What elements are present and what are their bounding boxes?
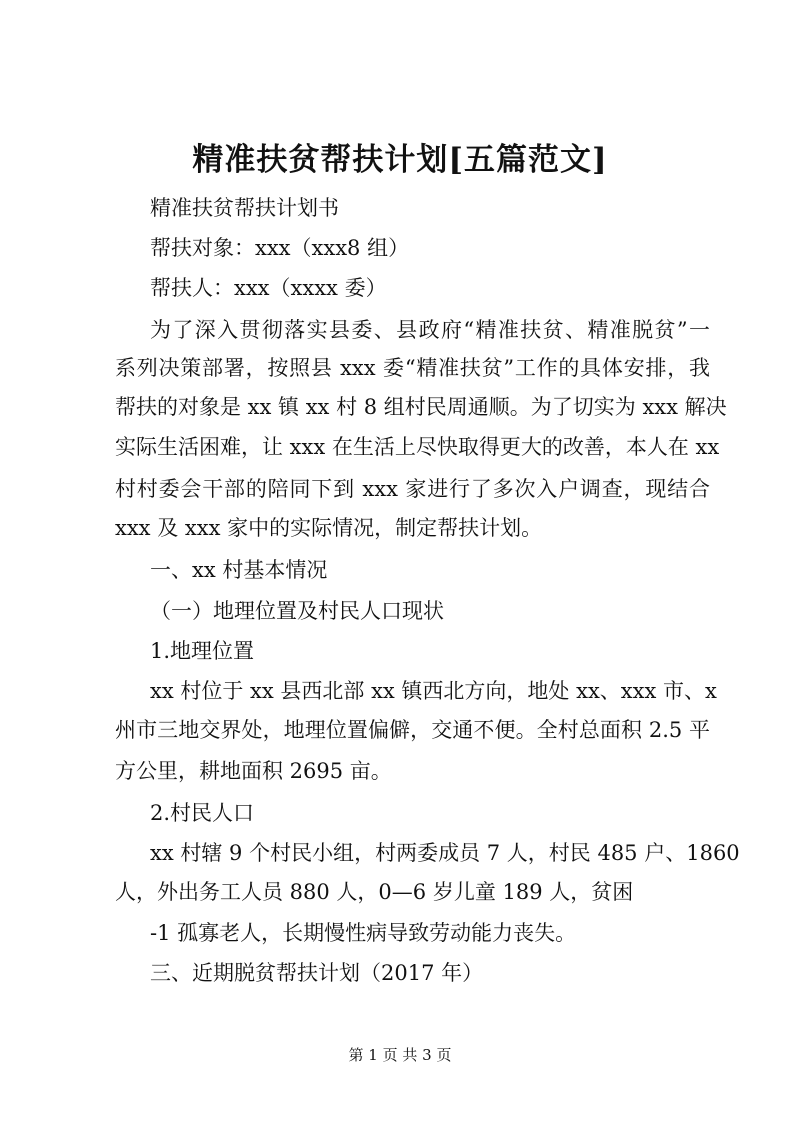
section-heading: 一、xx 村基本情况 — [150, 558, 328, 582]
paragraph-line: -1 孤寡老人，长期慢性病导致劳动能力丧失。 — [150, 921, 577, 945]
item-heading: 2.村民人口 — [150, 801, 255, 825]
paragraph-line: xx 村辖 9 个村民小组，村两委成员 7 人，村民 485 户、1860 — [150, 841, 740, 865]
paragraph-line: 系列决策部署，按照县 xxx 委“精准扶贫”工作的具体安排，我 — [115, 356, 710, 380]
recipient-line: 帮扶对象：xxx（xxx8 组） — [150, 236, 410, 260]
paragraph-line: 州市三地交界处，地理位置偏僻，交通不便。全村总面积 2.5 平 — [115, 718, 710, 742]
paragraph-line: 人，外出务工人员 880 人，0—6 岁儿童 189 人，贫困 — [115, 880, 634, 904]
subtitle-line: 精准扶贫帮扶计划书 — [150, 196, 339, 220]
helper-line: 帮扶人：xxx（xxxx 委） — [150, 276, 387, 300]
document-title: 精准扶贫帮扶计划[五篇范文] — [192, 142, 608, 178]
paragraph-line: 帮扶的对象是 xx 镇 xx 村 8 组村民周通顺。为了切实为 xxx 解决 — [115, 395, 727, 419]
subsection-heading: （一）地理位置及村民人口现状 — [150, 599, 444, 623]
page-footer: 第 1 页 共 3 页 — [348, 1046, 452, 1064]
item-heading: 1.地理位置 — [150, 639, 255, 663]
paragraph-line: xxx 及 xxx 家中的实际情况，制定帮扶计划。 — [115, 516, 543, 540]
paragraph-line: 方公里，耕地面积 2695 亩。 — [115, 759, 392, 783]
paragraph-line: xx 村位于 xx 县西北部 xx 镇西北方向，地处 xx、xxx 市、x — [150, 679, 717, 703]
paragraph-line: 村村委会干部的陪同下到 xxx 家进行了多次入户调查，现结合 — [115, 477, 710, 501]
paragraph-line: 实际生活困难，让 xxx 在生活上尽快取得更大的改善，本人在 xx — [115, 435, 720, 459]
paragraph-line: 为了深入贯彻落实县委、县政府“精准扶贫、精准脱贫”一 — [150, 318, 710, 342]
section-heading: 三、近期脱贫帮扶计划（2017 年） — [150, 961, 484, 985]
